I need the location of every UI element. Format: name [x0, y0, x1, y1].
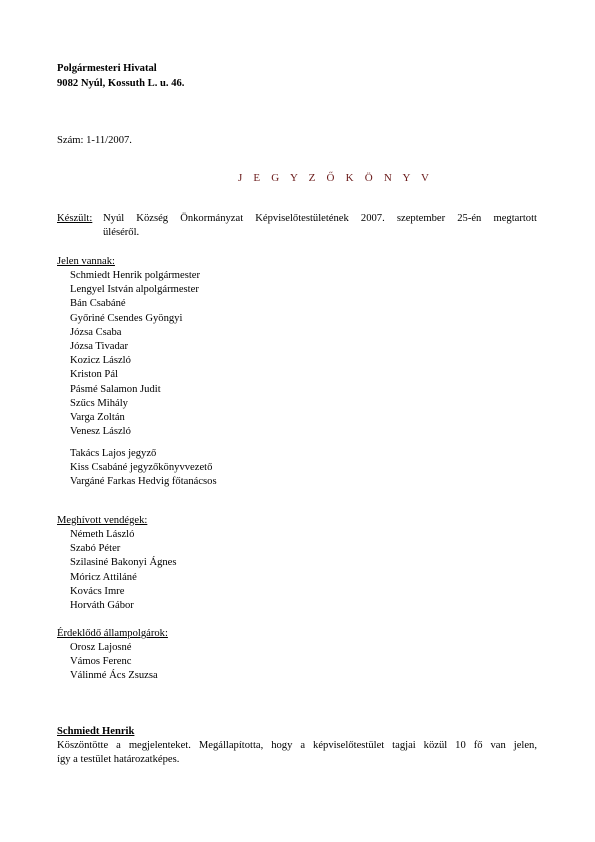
list-item: Szilasiné Bakonyi Ágnes	[70, 557, 177, 569]
office-name: Polgármesteri Hivatal	[57, 63, 157, 74]
list-item: Szabó Péter	[70, 543, 121, 555]
list-item: Józsa Tivadar	[70, 341, 128, 353]
citizens-list	[70, 641, 158, 684]
present-heading: Jelen vannak:	[57, 256, 115, 267]
list-item: Varga Zoltán	[70, 412, 125, 424]
speaker-name: Schmiedt Henrik	[57, 726, 135, 737]
list-item: Pásmé Salamon Judit	[70, 383, 161, 395]
list-item: Kiss Csabáné jegyzőkönyvvezető	[70, 462, 213, 474]
list-item: Vámos Ferenc	[70, 656, 132, 668]
list-item: Móricz Attiláné	[70, 571, 137, 583]
present-staff-list	[70, 447, 217, 490]
present-members-list	[70, 269, 200, 439]
list-item: Szűcs Mihály	[70, 397, 128, 409]
list-item: Bán Csabáné	[70, 298, 126, 310]
list-item: Vargáné Farkas Hedvig főtanácsos	[70, 476, 217, 488]
document-title: J E G Y Z Ő K Ö N Y V	[238, 172, 434, 184]
reference-number: Szám: 1-11/2007.	[57, 135, 132, 146]
list-item: Takács Lajos jegyző	[70, 448, 157, 459]
guests-heading: Meghívott vendégek:	[57, 515, 148, 526]
list-item: Kozicz László	[70, 355, 131, 367]
list-item: Kovács Imre	[70, 585, 125, 597]
citizens-heading: Érdeklődő állampolgárok:	[57, 628, 168, 639]
speech-line-2: így a testület határozatképes.	[57, 754, 180, 765]
speech-line-1: Köszöntötte a megjelenteket. Megállapította, hogy a képviselőtestület tagjai közül 10 fő van jelen,	[57, 740, 537, 751]
list-item: Válinmé Ács Zsuzsa	[70, 670, 158, 682]
list-item: Venesz László	[70, 426, 131, 438]
keszult-line-2: üléséről.	[103, 227, 140, 238]
list-item: Lengyel István alpolgármester	[70, 284, 199, 296]
list-item: Németh László	[70, 529, 135, 540]
list-item: Schmiedt Henrik polgármester	[70, 270, 201, 281]
list-item: Orosz Lajosné	[70, 642, 132, 653]
keszult-line-1: Nyúl Község Önkormányzat Képviselőtestületének 2007. szeptember 25-én megtartott	[103, 213, 537, 224]
office-address: 9082 Nyúl, Kossuth L. u. 46.	[57, 78, 185, 89]
list-item: Józsa Csaba	[70, 326, 122, 338]
guests-list	[70, 528, 177, 613]
keszult-label: Készült:	[57, 213, 93, 224]
list-item: Horváth Gábor	[70, 600, 134, 612]
list-item: Győriné Csendes Gyöngyi	[70, 312, 183, 324]
list-item: Kriston Pál	[70, 369, 118, 381]
